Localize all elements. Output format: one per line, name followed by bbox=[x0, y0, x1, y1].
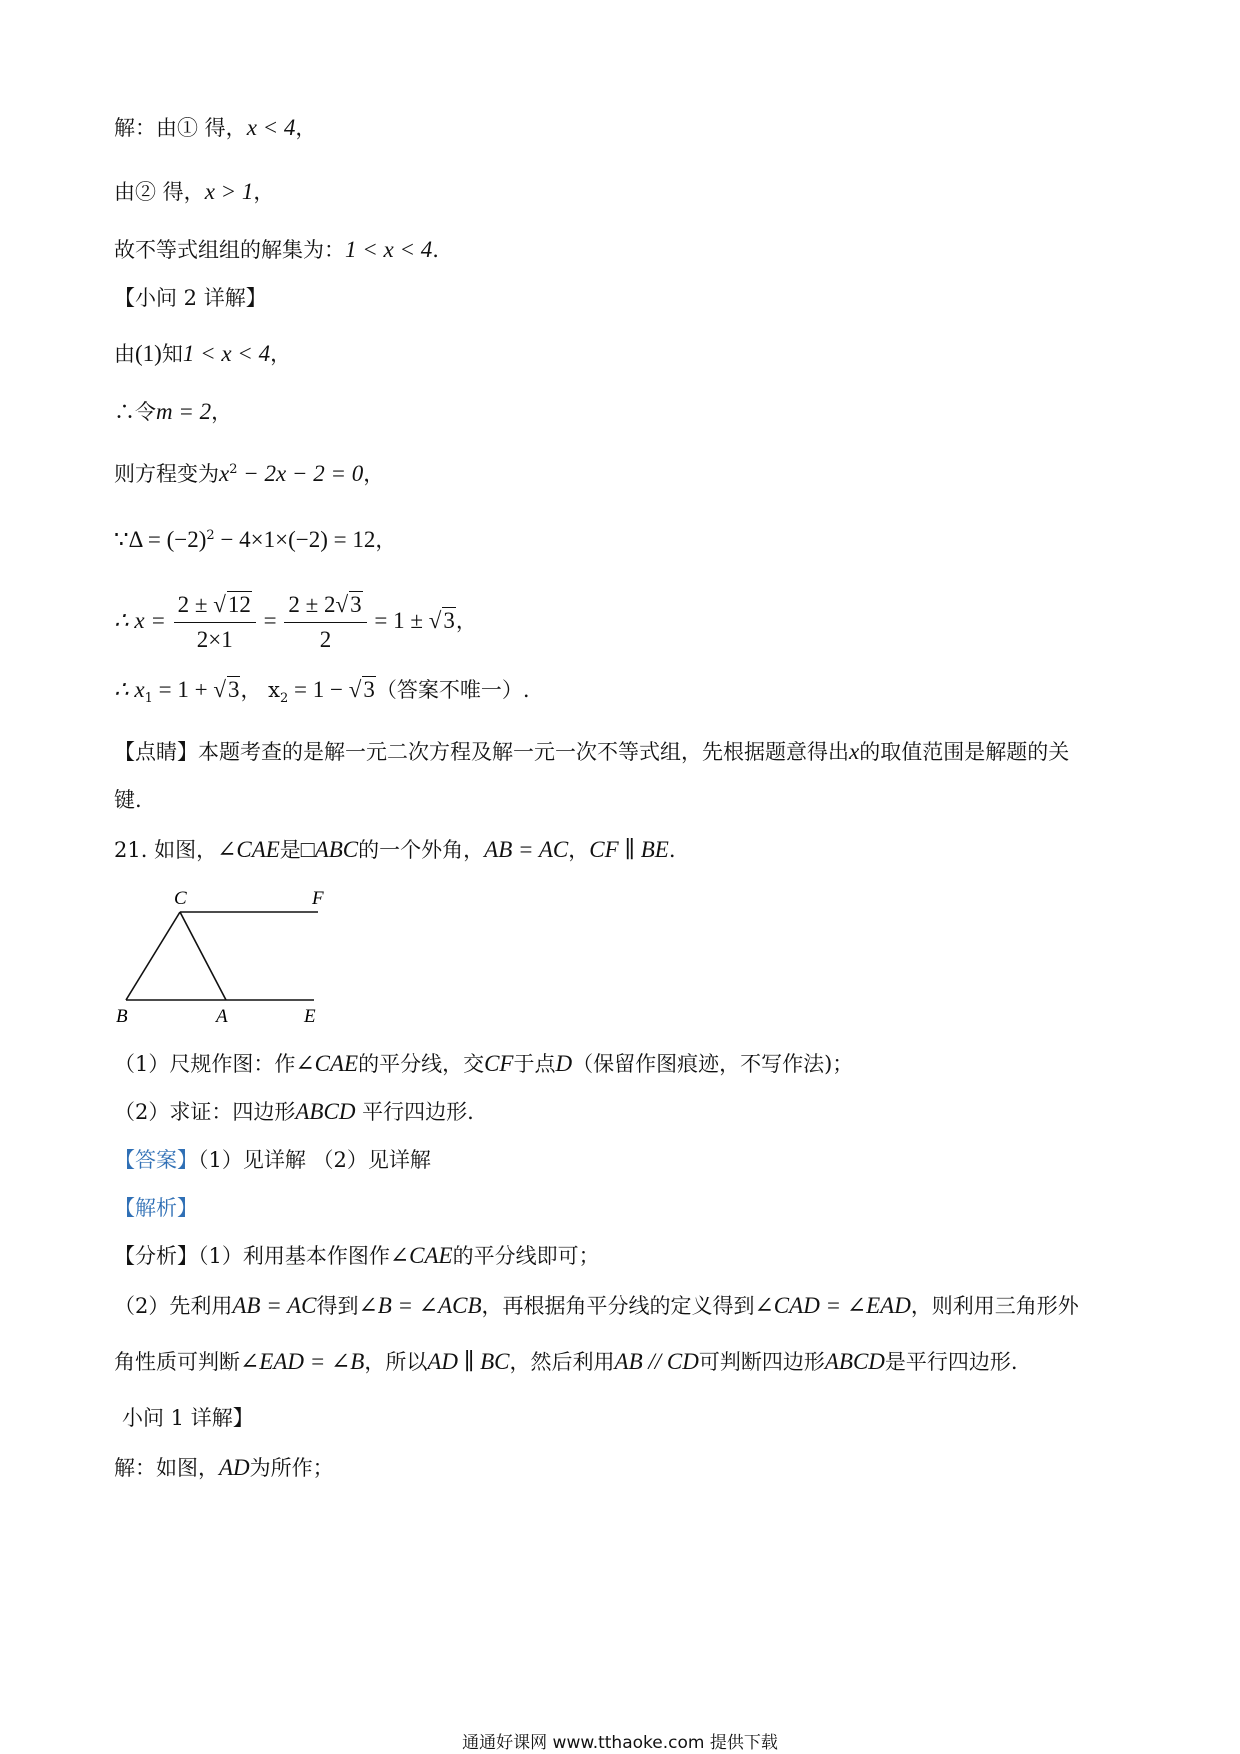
label-b: B bbox=[116, 1006, 128, 1027]
solution-line-1: 解：由① 得，x < 4， bbox=[114, 115, 317, 140]
task-2: （2）求证：四边形ABCD 平行四边形. bbox=[114, 1099, 474, 1124]
label-f: F bbox=[312, 888, 324, 909]
solution-set-line: 故不等式组组的解集为：1 < x < 4. bbox=[114, 237, 439, 262]
equation-line: 则方程变为$x^2 - 2x - 2 = 0$， bbox=[114, 461, 385, 486]
solution-line-6: ∴令m = 2， bbox=[114, 399, 233, 424]
label-e: E bbox=[304, 1006, 316, 1027]
task-1: （1）尺规作图：作∠CAE的平分线，交CF于点D（保留作图痕迹，不写作法)； bbox=[114, 1051, 854, 1076]
answer-label: 【答案】 bbox=[114, 1148, 198, 1172]
solution-construction: 解：如图，AD为所作； bbox=[114, 1455, 334, 1480]
subquestion-1-heading: 小问 1 详解】 bbox=[122, 1406, 254, 1430]
analysis-heading: 【解析】 bbox=[114, 1196, 198, 1220]
root-formula-line: ∴ x = $\frac{2 \pm √12}{2\times 1}$ = $\frac{2 \pm 2√3}{2}$ = 1 ± √3， bbox=[114, 586, 477, 657]
comment-line: 【点睛】本题考查的是解一元二次方程及解一元一次不等式组，先根据题意得出x的取值范围是解题的关 bbox=[114, 739, 1070, 764]
analysis-line-2: （2）先利用AB = AC得到∠B = ∠ACB，再根据角平分线的定义得到∠CAD = ∠EAD，则利用三角形外 bbox=[114, 1293, 1079, 1318]
solution-line-5: 由(1)知1 < x < 4， bbox=[114, 341, 292, 366]
question-21: 21. 如图，∠CAE是□ABC的一个外角，AB = AC，CF ∥ BE. bbox=[114, 837, 676, 862]
discriminant-line: ∵Δ = $(-2)^2 - 4\times 1\times(-2) = 12$， bbox=[114, 527, 397, 552]
solution-line-2: 由② 得，x > 1， bbox=[114, 179, 275, 204]
segment-ca bbox=[180, 912, 226, 1000]
footer-text: 通通好课网 www.tthaoke.com 提供下载 bbox=[462, 1733, 778, 1753]
fraction-1: $\frac{2 \pm √12}{2\times 1}$ bbox=[174, 588, 256, 657]
answer-line: 【答案】（1）见详解 （2）见详解 bbox=[114, 1148, 431, 1172]
comment-line-2: 键. bbox=[114, 788, 142, 812]
analysis-line-3: 角性质可判断∠EAD = ∠B，所以AD ∥ BC，然后利用AB // CD可判断四边形ABCD是平行四边形. bbox=[114, 1349, 1018, 1374]
label-a: A bbox=[216, 1006, 228, 1027]
segment-cb bbox=[126, 912, 180, 1000]
roots-line: ∴ $x_1 = 1 + √3$， $x_2 = 1 - √3$（答案不唯一）. bbox=[114, 677, 530, 707]
fraction-2: $\frac{2 \pm 2√3}{2}$ bbox=[284, 588, 366, 657]
subquestion-2-heading: 【小问 2 详解】 bbox=[114, 286, 267, 310]
geometry-figure bbox=[114, 880, 354, 1030]
label-c: C bbox=[174, 888, 187, 909]
analysis-line-1: 【分析】（1）利用基本作图作∠CAE的平分线即可； bbox=[114, 1243, 600, 1268]
